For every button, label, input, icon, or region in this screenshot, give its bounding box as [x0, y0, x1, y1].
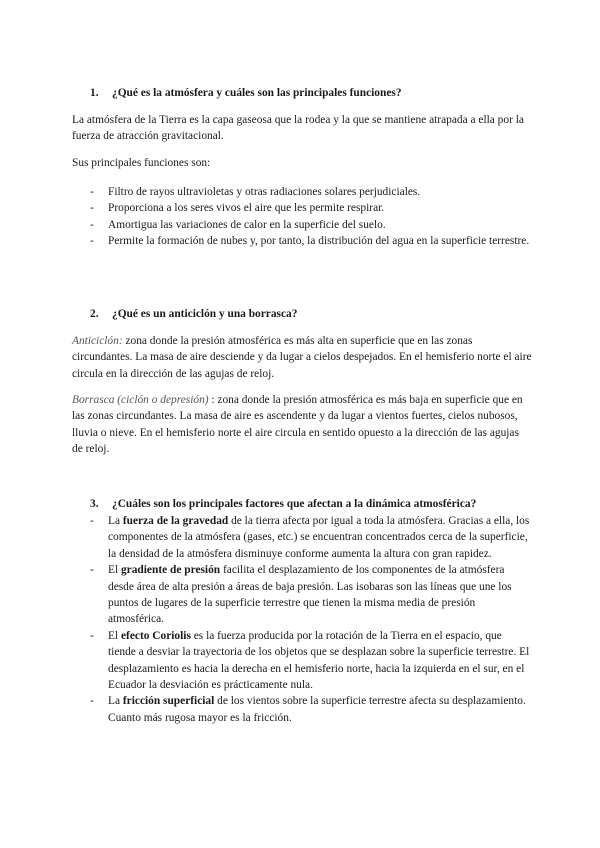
factor-term: fuerza de la gravedad — [122, 515, 229, 527]
anticiclon-paragraph — [72, 333, 532, 382]
functions-intro: Sus principales funciones son: — [72, 157, 211, 169]
section-1-heading — [90, 85, 402, 101]
list-item — [90, 693, 532, 726]
factor-text: facilita el desplazamiento de los componentes de la atmósfera desde área de alta presión a áreas de baja presión. Las isobaras son las líneas que une los puntos de lugares de la superficie terrestre que tienen la misma media de presión atmosférica. — [108, 564, 512, 626]
list-item: - Proporciona a los seres vivos el aire que les permite respirar. — [90, 200, 532, 216]
factor-prefix: El — [108, 564, 121, 577]
factor-text: es la fuerza producida por la rotación de la Tierra en el espacio, que tiende a desviar la trayectoria de los objetos que se desplazan sobre la superficie terrestre. El desplazamiento es hacia la derecha en el hemisferio norte, hacia la izquierda en el sur, en el Ecuador la desviación es prácticamente nula. — [108, 629, 530, 692]
section-2-heading — [90, 306, 297, 322]
borrasca-paragraph — [72, 392, 532, 458]
section-1-title: ¿Qué es la atmósfera y cuáles son las principales funciones? — [112, 87, 402, 99]
factor-term: efecto Coriolis — [120, 629, 191, 642]
factor-text: de los vientos sobre la superficie terrestre afecta su desplazamiento. Cuanto más rugosa mayor es la fricción. — [108, 695, 526, 724]
section-3-number: 3. — [90, 498, 99, 510]
factors-list — [90, 513, 532, 726]
section-3-heading — [90, 496, 476, 512]
factor-term: gradiente de presión — [120, 564, 221, 577]
section-3-title: ¿Cuáles son los principales factores que afectan a la dinámica atmosférica? — [112, 498, 477, 510]
anticiclon-text: zona donde la presión atmosférica es más alta en superficie que en las zonas circundantes. La masa de aire desciende y da lugar a cielos despejados. En el hemisferio norte el aire circula en la dirección de las agujas de reloj. — [72, 335, 532, 380]
list-item — [90, 513, 532, 562]
factor-text: de la tierra afecta por igual a toda la atmósfera. Gracias a ella, los componentes de la atmósfera (gases, etc.) se encuentran concentrados cerca de la superficie, la densidad de la atmósfera disminuye conforme aumenta la altura con gran rapidez. — [108, 515, 530, 560]
functions-list — [90, 184, 532, 250]
section-2-number: 2. — [90, 308, 99, 320]
anticiclon-term: Anticiclón: — [72, 335, 123, 347]
list-item: - Permite la formación de nubes y, por tanto, la distribución del agua en la superficie terrestre. — [90, 233, 532, 249]
factor-prefix: La — [108, 515, 123, 527]
section-2-title: ¿Qué es un anticiclón y una borrasca? — [112, 308, 298, 320]
borrasca-text: : zona donde la presión atmosférica es más baja en superficie que en las zonas circundantes. La masa de aire es ascendente y da lugar a vientos fuertes, cielos nubosos, lluvia o nieve. En el hemisferio norte el aire circula en sentido opuesto a la dirección de las agujas de reloj. — [72, 394, 523, 456]
factor-prefix: El — [108, 629, 121, 642]
list-item — [90, 562, 532, 628]
list-item: - Filtro de rayos ultravioletas y otras radiaciones solares perjudiciales. — [90, 184, 532, 200]
atmosphere-definition: La atmósfera de la Tierra es la capa gaseosa que la rodea y la que se mantiene atrapada a ella por la fuerza de atracción gravitacional. — [72, 114, 524, 143]
factor-term: fricción superficial — [122, 695, 215, 708]
factor-prefix: La — [108, 695, 123, 708]
section-1-number: 1. — [90, 87, 99, 99]
list-item: - Amortigua las variaciones de calor en la superficie del suelo. — [90, 217, 532, 233]
borrasca-term: Borrasca (ciclón o depresión) — [72, 394, 209, 406]
list-item — [90, 628, 532, 694]
